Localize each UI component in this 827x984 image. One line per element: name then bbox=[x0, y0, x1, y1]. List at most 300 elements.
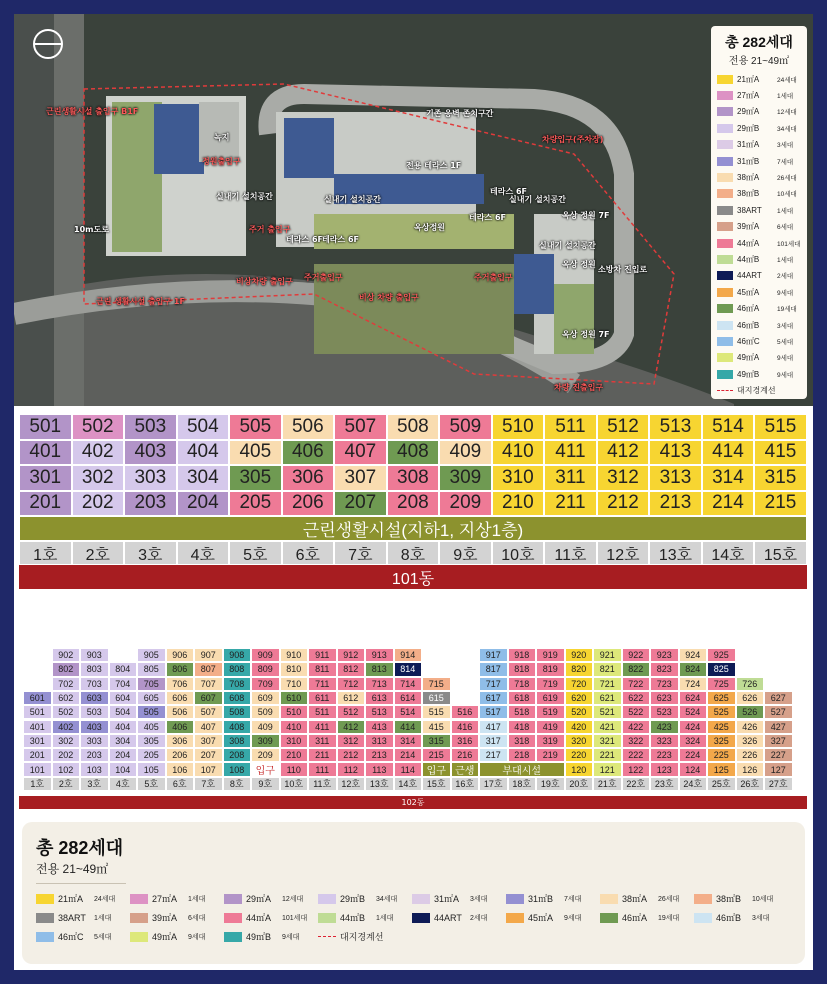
unit-cell: 510 bbox=[492, 414, 545, 440]
bottom-legend-item bbox=[318, 911, 412, 924]
line-number: 20호 bbox=[565, 777, 594, 791]
legend-item-name: 29㎡B bbox=[737, 123, 760, 133]
line-number: 3호 bbox=[80, 777, 109, 791]
bottom-legend-item bbox=[224, 911, 318, 924]
legend-swatch bbox=[318, 894, 336, 904]
unit-cell: 819 bbox=[536, 662, 565, 676]
unit-cell: 401 bbox=[23, 720, 52, 734]
legend-item-name: 45㎡A bbox=[737, 287, 760, 297]
legend-swatch bbox=[717, 321, 733, 330]
label-indoor-lounge-1: 실내기 설치공간 bbox=[216, 192, 273, 201]
legend-item-name: 44㎡A bbox=[246, 913, 272, 923]
bottom-legend-item bbox=[130, 892, 224, 905]
unit-cell: 912 bbox=[337, 648, 366, 662]
unit-cell: 608 bbox=[223, 691, 252, 705]
unit-cell: 427 bbox=[764, 720, 793, 734]
unit-cell: 127 bbox=[764, 762, 793, 776]
line-number: 1호 bbox=[19, 541, 72, 565]
unit-cell: 205 bbox=[229, 491, 282, 517]
site-legend-item bbox=[717, 251, 801, 267]
unit-cell: 906 bbox=[166, 648, 195, 662]
legend-item-count: 26세대 bbox=[777, 175, 797, 183]
unit-cell: 512 bbox=[597, 414, 650, 440]
legend-item-count: 10세대 bbox=[777, 191, 797, 199]
label-garden-entrance: 정원출입구 bbox=[202, 157, 241, 166]
unit-cell: 725 bbox=[707, 677, 736, 691]
unit-cell: 305 bbox=[229, 465, 282, 491]
line-number: 12호 bbox=[337, 777, 366, 791]
unit-cell: 309 bbox=[251, 734, 280, 748]
unit-cell: 515 bbox=[422, 705, 451, 719]
legend-item-name: 44㎡B bbox=[737, 254, 760, 264]
commercial-label: 근생 bbox=[451, 762, 480, 776]
unit-cell: 218 bbox=[508, 748, 537, 762]
unit-cell: 702 bbox=[52, 677, 81, 691]
line-number: 17호 bbox=[479, 777, 508, 791]
legend-item-count: 1세대 bbox=[777, 93, 794, 101]
line-number: 4호 bbox=[177, 541, 230, 565]
legend-item-count: 9세대 bbox=[777, 355, 794, 363]
unit-cell: 803 bbox=[80, 662, 109, 676]
unit-cell: 212 bbox=[597, 491, 650, 517]
unit-cell: 505 bbox=[229, 414, 282, 440]
unit-cell: 124 bbox=[679, 762, 708, 776]
unit-cell: 618 bbox=[508, 691, 537, 705]
legend-item-count: 3세대 bbox=[777, 322, 794, 330]
legend-swatch bbox=[717, 91, 733, 100]
unit-cell: 426 bbox=[736, 720, 765, 734]
legend-swatch bbox=[717, 288, 733, 297]
site-legend-item bbox=[717, 137, 801, 153]
unit-cell: 114 bbox=[394, 762, 423, 776]
unit-cell: 302 bbox=[52, 734, 81, 748]
line-number: 5호 bbox=[137, 777, 166, 791]
legend-swatch bbox=[318, 913, 336, 923]
unit-cell: 219 bbox=[536, 748, 565, 762]
bottom-legend-item bbox=[412, 911, 506, 924]
label-existing-retaining: 기존 옹벽 존치구간 bbox=[426, 109, 494, 118]
legend-swatch bbox=[717, 124, 733, 133]
unit-cell: 506 bbox=[282, 414, 335, 440]
unit-cell: 406 bbox=[282, 440, 335, 466]
label-indoor-lounge-3: 실내기 설치공간 bbox=[509, 195, 566, 204]
unit-cell: 302 bbox=[72, 465, 125, 491]
unit-cell: 110 bbox=[280, 762, 309, 776]
legend-item-name: 38㎡A bbox=[737, 173, 760, 183]
building-101-name: 101동 bbox=[19, 565, 807, 589]
line-number: 19호 bbox=[536, 777, 565, 791]
label-indoor-lounge-2: 실내기 설치공간 bbox=[324, 195, 381, 204]
unit-cell: 821 bbox=[593, 662, 622, 676]
line-number: 13호 bbox=[365, 777, 394, 791]
unit-cell: 310 bbox=[492, 465, 545, 491]
unit-cell: 507 bbox=[194, 705, 223, 719]
legend-swatch bbox=[694, 894, 712, 904]
unit-cell: 125 bbox=[707, 762, 736, 776]
unit-cell: 213 bbox=[365, 748, 394, 762]
label-indoor-lounge-4: 실내기 설치공간 bbox=[539, 241, 596, 250]
line-number: 13호 bbox=[649, 541, 702, 565]
unit-cell: 919 bbox=[536, 648, 565, 662]
bottom-legend-item bbox=[506, 911, 600, 924]
line-number: 11호 bbox=[308, 777, 337, 791]
legend-swatch bbox=[130, 894, 148, 904]
legend-item-count: 9세대 bbox=[564, 914, 582, 922]
line-number: 4호 bbox=[109, 777, 138, 791]
unit-cell: 516 bbox=[451, 705, 480, 719]
legend-swatch bbox=[717, 337, 733, 346]
unit-cell: 220 bbox=[565, 748, 594, 762]
unit-cell: 303 bbox=[124, 465, 177, 491]
label-vehicle-entrance: 차량입구(주차장) bbox=[542, 135, 604, 144]
unit-cell: 417 bbox=[479, 720, 508, 734]
unit-cell: 626 bbox=[736, 691, 765, 705]
unit-cell: 305 bbox=[137, 734, 166, 748]
unit-cell: 213 bbox=[649, 491, 702, 517]
unit-cell: 326 bbox=[736, 734, 765, 748]
unit-cell: 408 bbox=[223, 720, 252, 734]
bottom-legend-subtitle: 전용 21~49㎡ bbox=[36, 862, 109, 876]
legend-item-name: 46㎡B bbox=[716, 913, 742, 923]
unit-cell: 121 bbox=[593, 762, 622, 776]
unit-cell: 324 bbox=[679, 734, 708, 748]
unit-cell: 107 bbox=[194, 762, 223, 776]
unit-cell: 609 bbox=[251, 691, 280, 705]
unit-cell: 212 bbox=[337, 748, 366, 762]
line-number: 1호 bbox=[23, 777, 52, 791]
unit-cell: 521 bbox=[593, 705, 622, 719]
unit-cell: 818 bbox=[508, 662, 537, 676]
unit-cell: 714 bbox=[394, 677, 423, 691]
unit-cell: 514 bbox=[702, 414, 755, 440]
unit-cell: 707 bbox=[194, 677, 223, 691]
label-vehicle-exit: 차량 진출입구 bbox=[554, 383, 604, 392]
unit-cell: 403 bbox=[124, 440, 177, 466]
line-number: 2호 bbox=[72, 541, 125, 565]
unit-cell: 802 bbox=[52, 662, 81, 676]
line-number: 10호 bbox=[492, 541, 545, 565]
line-number: 14호 bbox=[702, 541, 755, 565]
unit-cell: 211 bbox=[544, 491, 597, 517]
legend-swatch bbox=[717, 157, 733, 166]
building-101-floor-row bbox=[19, 440, 807, 466]
line-number: 7호 bbox=[334, 541, 387, 565]
unit-cell: 625 bbox=[707, 691, 736, 705]
unit-cell: 526 bbox=[736, 705, 765, 719]
line-number: 3호 bbox=[124, 541, 177, 565]
site-legend-items bbox=[717, 71, 801, 382]
site-legend-item bbox=[717, 300, 801, 316]
bottom-legend-divider bbox=[36, 883, 126, 884]
label-rooftop-garden-7f-3: 옥상 정원 7F bbox=[562, 330, 610, 339]
building-102 bbox=[19, 640, 807, 810]
unit-cell: 412 bbox=[597, 440, 650, 466]
legend-item-count: 1세대 bbox=[777, 207, 794, 215]
unit-cell: 503 bbox=[124, 414, 177, 440]
bottom-legend-boundary-label: 대지경계선 bbox=[340, 932, 384, 942]
unit-cell: 314 bbox=[702, 465, 755, 491]
legend-swatch bbox=[717, 304, 733, 313]
unit-cell: 408 bbox=[387, 440, 440, 466]
legend-item-name: 46㎡A bbox=[737, 304, 760, 314]
unit-cell: 913 bbox=[365, 648, 394, 662]
legend-item-count: 9세대 bbox=[777, 289, 794, 297]
unit-cell: 303 bbox=[80, 734, 109, 748]
line-number: 25호 bbox=[707, 777, 736, 791]
unit-cell: 911 bbox=[308, 648, 337, 662]
unit-cell: 221 bbox=[593, 748, 622, 762]
line-number: 15호 bbox=[422, 777, 451, 791]
bottom-legend-item bbox=[36, 930, 130, 943]
building-102-name: 102동 bbox=[19, 796, 807, 809]
legend-item-count: 2세대 bbox=[470, 914, 488, 922]
legend-item-name: 31㎡B bbox=[528, 894, 554, 904]
unit-cell: 409 bbox=[251, 720, 280, 734]
legend-item-name: 45㎡A bbox=[528, 913, 554, 923]
bottom-legend-item bbox=[224, 892, 318, 905]
unit-cell: 201 bbox=[19, 491, 72, 517]
site-plan-drawing bbox=[14, 14, 813, 406]
bottom-legend-item bbox=[130, 911, 224, 924]
unit-cell: 209 bbox=[439, 491, 492, 517]
unit-cell: 313 bbox=[649, 465, 702, 491]
unit-cell: 902 bbox=[52, 648, 81, 662]
site-legend-item bbox=[717, 333, 801, 349]
bottom-legend-item bbox=[506, 892, 600, 905]
unit-cell: 612 bbox=[337, 691, 366, 705]
legend-swatch bbox=[36, 913, 54, 923]
unit-cell: 509 bbox=[251, 705, 280, 719]
label-terrace-6f-2: 테라스 6F bbox=[322, 235, 360, 244]
line-number: 10호 bbox=[280, 777, 309, 791]
legend-item-count: 5세대 bbox=[777, 338, 794, 346]
unit-cell: 709 bbox=[251, 677, 280, 691]
unit-cell: 320 bbox=[565, 734, 594, 748]
unit-cell: 527 bbox=[764, 705, 793, 719]
unit-cell: 807 bbox=[194, 662, 223, 676]
line-number: 5호 bbox=[229, 541, 282, 565]
legend-item-count: 101세대 bbox=[777, 240, 801, 248]
unit-cell: 315 bbox=[754, 465, 807, 491]
unit-cell: 606 bbox=[166, 691, 195, 705]
unit-cell: 718 bbox=[508, 677, 537, 691]
unit-cell: 215 bbox=[754, 491, 807, 517]
legend-item-count: 19세대 bbox=[658, 914, 680, 922]
unit-cell: 615 bbox=[422, 691, 451, 705]
unit-cell: 722 bbox=[622, 677, 651, 691]
legend-swatch bbox=[717, 222, 733, 231]
unit-cell: 621 bbox=[593, 691, 622, 705]
legend-swatch bbox=[717, 271, 733, 280]
unit-cell: 102 bbox=[52, 762, 81, 776]
bottom-legend-item bbox=[36, 911, 130, 924]
legend-swatch bbox=[506, 894, 524, 904]
unit-cell: 418 bbox=[508, 720, 537, 734]
legend-item-count: 101세대 bbox=[282, 914, 308, 922]
unit-cell: 524 bbox=[679, 705, 708, 719]
site-legend-item bbox=[717, 219, 801, 235]
legend-item-name: 21㎡A bbox=[737, 74, 760, 84]
unit-cell: 311 bbox=[544, 465, 597, 491]
label-main-entrance-2: 주거출입구 bbox=[304, 273, 343, 282]
unit-cell: 517 bbox=[479, 705, 508, 719]
legend-swatch bbox=[224, 894, 242, 904]
unit-cell: 224 bbox=[679, 748, 708, 762]
legend-item-name: 49㎡B bbox=[246, 932, 272, 942]
bottom-legend-title: 총 282세대 bbox=[36, 838, 124, 858]
unit-cell: 222 bbox=[622, 748, 651, 762]
unit-cell: 321 bbox=[593, 734, 622, 748]
unit-cell: 215 bbox=[422, 748, 451, 762]
legend-item-name: 31㎡B bbox=[737, 156, 760, 166]
legend-item-name: 44ART bbox=[434, 912, 462, 923]
legend-item-name: 39㎡A bbox=[152, 913, 178, 923]
legend-swatch bbox=[717, 107, 733, 116]
legend-item-name: 21㎡A bbox=[58, 894, 84, 904]
unit-cell: 122 bbox=[622, 762, 651, 776]
unit-cell: 318 bbox=[508, 734, 537, 748]
legend-swatch bbox=[36, 932, 54, 942]
unit-cell: 411 bbox=[544, 440, 597, 466]
legend-swatch bbox=[717, 75, 733, 84]
unit-cell: 513 bbox=[649, 414, 702, 440]
unit-cell: 712 bbox=[337, 677, 366, 691]
unit-cell: 309 bbox=[439, 465, 492, 491]
unit-cell: 726 bbox=[736, 677, 765, 691]
unit-cell: 923 bbox=[650, 648, 679, 662]
label-terrace-6f-1: 테라스 6F bbox=[286, 235, 324, 244]
legend-swatch bbox=[600, 894, 618, 904]
unit-cell: 808 bbox=[223, 662, 252, 676]
legend-item-name: 38ART bbox=[58, 912, 86, 923]
legend-item-name: 49㎡A bbox=[152, 932, 178, 942]
legend-item-count: 9세대 bbox=[282, 933, 300, 941]
site-legend-item bbox=[717, 87, 801, 103]
label-emergency-2: 비상 차량 출입구 bbox=[359, 293, 419, 302]
unit-cell: 602 bbox=[52, 691, 81, 705]
unit-cell: 719 bbox=[536, 677, 565, 691]
line-number: 6호 bbox=[166, 777, 195, 791]
building-101 bbox=[19, 414, 807, 589]
unit-cell: 407 bbox=[194, 720, 223, 734]
unit-cell: 811 bbox=[308, 662, 337, 676]
legend-item-name: 31㎡A bbox=[434, 894, 460, 904]
label-rooftop-garden-7f-1: 옥상 정원 7F bbox=[562, 211, 610, 220]
unit-cell: 619 bbox=[536, 691, 565, 705]
line-number: 18호 bbox=[508, 777, 537, 791]
unit-cell: 204 bbox=[109, 748, 138, 762]
unit-cell: 207 bbox=[194, 748, 223, 762]
legend-swatch bbox=[717, 189, 733, 198]
unit-cell: 406 bbox=[166, 720, 195, 734]
unit-cell: 207 bbox=[334, 491, 387, 517]
legend-swatch bbox=[224, 932, 242, 942]
unit-cell: 203 bbox=[124, 491, 177, 517]
legend-item-count: 3세대 bbox=[752, 914, 770, 922]
unit-cell: 214 bbox=[702, 491, 755, 517]
unit-cell: 409 bbox=[439, 440, 492, 466]
unit-cell: 208 bbox=[387, 491, 440, 517]
unit-cell: 724 bbox=[679, 677, 708, 691]
unit-cell: 519 bbox=[536, 705, 565, 719]
unit-cell: 325 bbox=[707, 734, 736, 748]
unit-cell: 123 bbox=[650, 762, 679, 776]
building-101-floor-row bbox=[19, 491, 807, 517]
legend-item-count: 2세대 bbox=[777, 273, 794, 281]
unit-cell: 522 bbox=[622, 705, 651, 719]
legend-item-count: 12세대 bbox=[282, 895, 304, 903]
legend-item-name: 29㎡A bbox=[737, 107, 760, 117]
unit-cell: 214 bbox=[394, 748, 423, 762]
unit-cell: 104 bbox=[109, 762, 138, 776]
unit-cell: 623 bbox=[650, 691, 679, 705]
label-commercial-entrance-top: 근린생활시설 출입구 B1F bbox=[46, 107, 139, 116]
unit-cell: 301 bbox=[19, 465, 72, 491]
bottom-legend bbox=[22, 822, 805, 964]
legend-item-name: 49㎡B bbox=[737, 369, 760, 379]
unit-cell: 216 bbox=[451, 748, 480, 762]
unit-cell: 202 bbox=[52, 748, 81, 762]
unit-cell: 101 bbox=[23, 762, 52, 776]
boundary-dash-icon bbox=[717, 390, 733, 391]
unit-cell: 316 bbox=[451, 734, 480, 748]
unit-cell: 909 bbox=[251, 648, 280, 662]
line-number: 7호 bbox=[194, 777, 223, 791]
unit-cell: 111 bbox=[308, 762, 337, 776]
legend-item-count: 9세대 bbox=[188, 933, 206, 941]
unit-cell: 414 bbox=[702, 440, 755, 466]
legend-swatch bbox=[130, 913, 148, 923]
bottom-legend-item bbox=[224, 930, 318, 943]
unit-cell: 404 bbox=[109, 720, 138, 734]
unit-cell: 610 bbox=[280, 691, 309, 705]
line-number: 22호 bbox=[622, 777, 651, 791]
unit-cell: 105 bbox=[137, 762, 166, 776]
unit-cell: 918 bbox=[508, 648, 537, 662]
unit-cell: 705 bbox=[137, 677, 166, 691]
unit-cell: 410 bbox=[280, 720, 309, 734]
unit-cell: 613 bbox=[365, 691, 394, 705]
unit-cell: 407 bbox=[334, 440, 387, 466]
unit-cell: 806 bbox=[166, 662, 195, 676]
unit-cell: 920 bbox=[565, 648, 594, 662]
unit-cell: 401 bbox=[19, 440, 72, 466]
unit-cell: 914 bbox=[394, 648, 423, 662]
unit-cell: 607 bbox=[194, 691, 223, 705]
label-main-entrance-1: 주거 출입구 bbox=[249, 225, 291, 234]
unit-cell: 413 bbox=[649, 440, 702, 466]
unit-cell: 410 bbox=[492, 440, 545, 466]
unit-cell: 210 bbox=[492, 491, 545, 517]
unit-cell: 304 bbox=[109, 734, 138, 748]
label-main-entrance-3: 주거출입구 bbox=[474, 273, 513, 282]
unit-cell: 520 bbox=[565, 705, 594, 719]
unit-cell: 922 bbox=[622, 648, 651, 662]
legend-swatch bbox=[130, 932, 148, 942]
unit-cell: 504 bbox=[177, 414, 230, 440]
unit-cell: 327 bbox=[764, 734, 793, 748]
legend-swatch bbox=[717, 140, 733, 149]
unit-cell: 416 bbox=[451, 720, 480, 734]
line-number: 9호 bbox=[251, 777, 280, 791]
unit-cell: 720 bbox=[565, 677, 594, 691]
legend-item-count: 34세대 bbox=[376, 895, 398, 903]
legend-swatch bbox=[224, 913, 242, 923]
unit-cell: 501 bbox=[23, 705, 52, 719]
unit-cell: 423 bbox=[650, 720, 679, 734]
site-legend-item bbox=[717, 268, 801, 284]
annex-label: 부대시설 bbox=[479, 762, 565, 776]
